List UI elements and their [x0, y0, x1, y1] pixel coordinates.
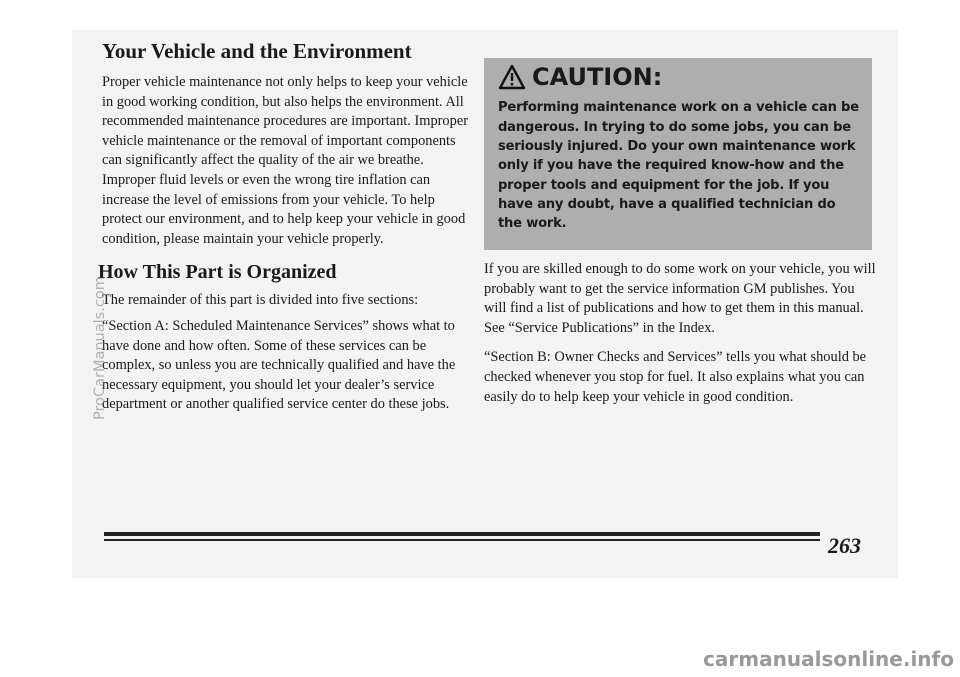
caution-title: CAUTION:: [532, 63, 663, 91]
paragraph-environment: Proper vehicle maintenance not only helps to keep your vehicle in good working condition, but also helps the environment. All recommended maintenance procedures are important. Improper vehicle maintenance or the removal of important components can significantly affect the quality of the air we breathe. Improper fluid levels or even the wrong tire inflation can increase the level of emissions from your vehicle. To help protect our environment, and to help keep your vehicle in good condition, please maintain your vehicle properly.: [102, 74, 468, 247]
caution-header: [498, 64, 860, 90]
right-column: [484, 58, 878, 413]
footer-rule-thick: [104, 532, 820, 536]
paragraph-section-b: “Section B: Owner Checks and Services” tells you what should be checked whenever you stop for fuel. It also explains what you can easily do to help keep your vehicle in good condition.: [484, 349, 867, 405]
watermark-side: ProCarManuals.com: [92, 276, 108, 420]
warning-triangle-icon: [498, 64, 526, 90]
paragraph-section-a: “Section A: Scheduled Maintenance Services” shows what to have done and how often. Some of these services can be complex, so unless you are technically qualified and have the necessary equipment, you should let your dealer’s service department or another qualified service center do these jobs.: [102, 318, 456, 413]
footer-rule: [104, 532, 820, 544]
caution-box: [484, 58, 872, 250]
paragraph-sections-intro: The remainder of this part is divided into five sections:: [102, 292, 419, 309]
heading-vehicle-environment: Your Vehicle and the Environment: [102, 39, 412, 63]
watermark-bottom: carmanualsonline.info: [703, 647, 954, 671]
paragraph-service-info: If you are skilled enough to do some work on your vehicle, you will probably want to get the service information GM publishes. You will find a list of publications and how to get them in this manual. See “Service Publications” in the Index.: [484, 261, 876, 336]
caution-text: Performing maintenance work on a vehicle can be dangerous. In trying to do some jobs, you can be seriously injured. Do your own maintenance work only if you have the required know-how and the proper tools and equipment for the job. If you have any doubt, have a qualified technician do the work.: [498, 100, 859, 232]
heading-part-organized: How This Part is Organized: [98, 261, 337, 284]
page-number: 263: [828, 533, 861, 558]
footer-rule-thin: [104, 539, 820, 541]
